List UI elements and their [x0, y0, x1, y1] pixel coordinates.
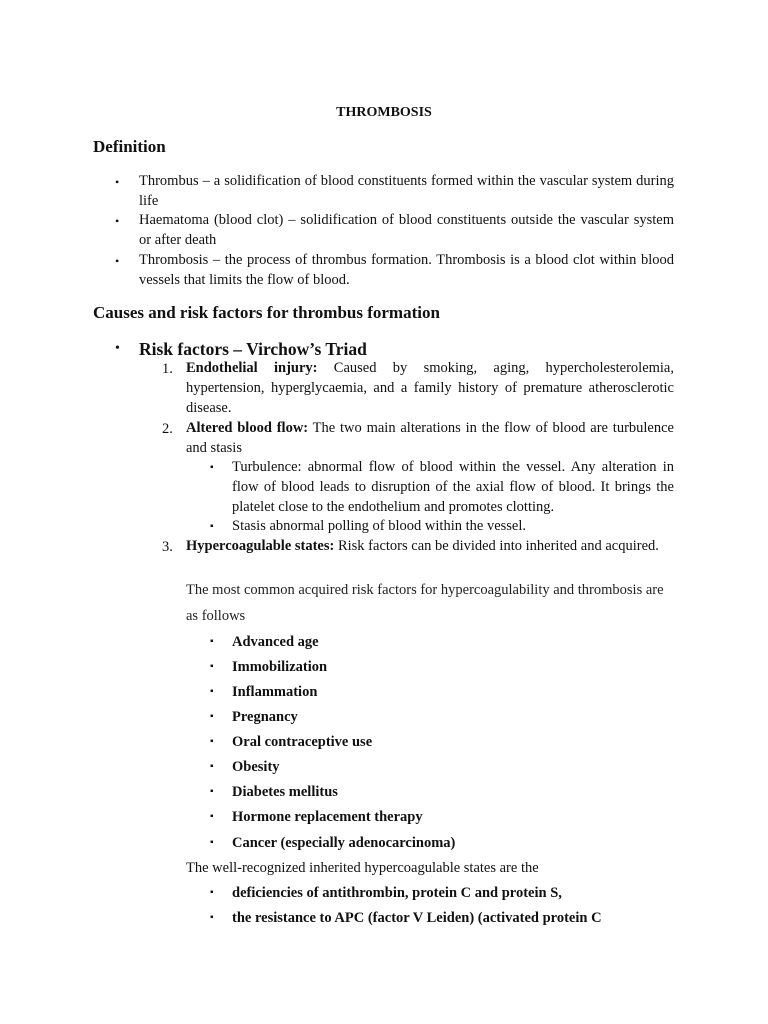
- acquired-risk-factor: Advanced age: [232, 634, 319, 650]
- square-bullet-icon: ▪: [210, 636, 214, 647]
- numbered-item-hypercoagulable-states: [186, 537, 674, 557]
- square-bullet-icon: ▪: [210, 761, 214, 772]
- list-number: 3.: [162, 539, 173, 555]
- numbered-item-endothelial-injury: [186, 359, 674, 419]
- square-bullet-icon: ▪: [210, 521, 214, 532]
- sub-item-stasis: Stasis abnormal polling of blood within the vessel.: [232, 518, 527, 534]
- document-title: THROMBOSIS: [336, 105, 432, 120]
- square-bullet-icon: ▪: [210, 661, 214, 672]
- numbered-item-altered-blood-flow: [186, 419, 674, 459]
- acquired-risk-factor: Hormone replacement therapy: [232, 809, 423, 825]
- term-label: Altered blood flow:: [186, 420, 309, 436]
- square-bullet-icon: ▪: [210, 736, 214, 747]
- definition-item-thrombus: Thrombus – a solidification of blood constituents formed within the vascular system during life: [139, 173, 674, 209]
- square-bullet-icon: ▪: [210, 462, 214, 473]
- square-bullet-icon: ▪: [210, 811, 214, 822]
- definition-item-haematoma: Haematoma (blood clot) – solidification of blood constituents outside the vascular system or after death: [139, 212, 674, 248]
- inherited-state: deficiencies of antithrombin, protein C and protein S,: [232, 885, 562, 901]
- square-bullet-icon: ▪: [210, 887, 214, 898]
- square-bullet-icon: ▪: [210, 786, 214, 797]
- square-bullet-icon: ▪: [210, 686, 214, 697]
- acquired-risk-factor: Pregnancy: [232, 709, 298, 725]
- causes-heading: Causes and risk factors for thrombus formation: [93, 303, 440, 322]
- acquired-risk-factor: Cancer (especially adenocarcinoma): [232, 835, 456, 851]
- acquired-intro: The most common acquired risk factors for hypercoagulability and thrombosis are as follows: [186, 582, 664, 624]
- inherited-intro: The well-recognized inherited hypercoagulable states are the: [186, 860, 539, 876]
- term-description: The two main alterations in the flow of blood are turbulence and stasis: [186, 420, 674, 456]
- sub-item-turbulence: Turbulence: abnormal flow of blood within the vessel. Any alteration in flow of blood leads to disruption of the axial flow of blood. It brings the platelet close to the endothelium and promotes clotting.: [232, 459, 674, 515]
- list-number: 2.: [162, 421, 173, 437]
- term-description: Risk factors can be divided into inherited and acquired.: [334, 538, 659, 554]
- square-bullet-icon: ▪: [210, 837, 214, 848]
- definition-item-thrombosis: Thrombosis – the process of thrombus formation. Thrombosis is a blood clot within blood vessels that limits the flow of blood.: [139, 252, 674, 288]
- square-bullet-icon: ▪: [210, 912, 214, 923]
- definition-heading: Definition: [93, 137, 166, 156]
- bullet-icon: •: [115, 254, 120, 268]
- bullet-icon: •: [115, 341, 120, 356]
- inherited-state: the resistance to APC (factor V Leiden) (activated protein C: [232, 910, 602, 926]
- risk-factors-heading: Risk factors – Virchow’s Triad: [139, 339, 367, 359]
- acquired-risk-factor: Inflammation: [232, 684, 318, 700]
- acquired-risk-factor: Immobilization: [232, 659, 328, 675]
- term-description: Caused by smoking, aging, hypercholesterolemia, hypertension, hyperglycaemia, and a family history of premature atherosclerotic disease.: [186, 360, 674, 416]
- acquired-risk-factor: Diabetes mellitus: [232, 784, 338, 800]
- list-number: 1.: [162, 361, 173, 377]
- bullet-icon: •: [115, 175, 120, 189]
- term-label: Hypercoagulable states:: [186, 538, 335, 554]
- square-bullet-icon: ▪: [210, 711, 214, 722]
- term-label: Endothelial injury:: [186, 360, 318, 376]
- acquired-risk-factor: Obesity: [232, 759, 280, 775]
- acquired-risk-factor: Oral contraceptive use: [232, 734, 373, 750]
- bullet-icon: •: [115, 214, 120, 228]
